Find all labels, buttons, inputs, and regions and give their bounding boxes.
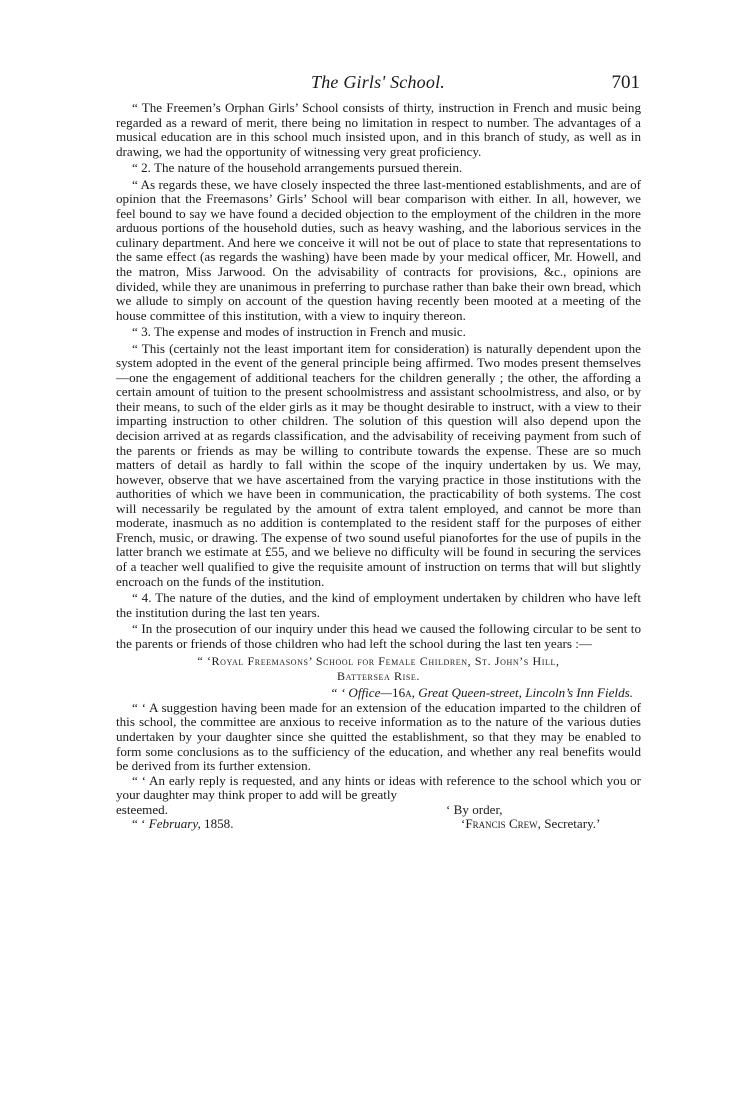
paragraph-freemen-school: “ The Freemen’s Orphan Girls’ School consists of thirty, instruction in French and music being regarded as a reward of merit, there being no limitation in respect to number. The advantages of a musical education are in this school much insisted upon, and in this branch of study, as well as in drawing, we had the opportunity of witnessing very great proficiency. [116,100,641,159]
signatory-title: , Secretary.’ [537,816,601,832]
date-prefix: “ ‘ [132,816,149,832]
office-label: Office [348,685,381,701]
circular-office-line [116,686,633,701]
date-signature-row [116,817,641,832]
section-heading-3: “ 3. The expense and modes of instruction in French and music. [132,324,466,340]
circular-signatory [461,817,600,832]
office-number: 16a [392,685,412,701]
circular-body-2: “ ‘ An early reply is requested, and any hints or ideas with reference to the school which you or your daughter may think proper to add will be greatly [116,772,641,803]
closing-esteemed: esteemed. [116,801,168,817]
office-address: , Great Queen-street, Lincoln’s Inn Fields. [411,685,633,701]
body-text [116,101,641,832]
running-title: The Girls' School. [311,72,445,92]
circular-address-line2: Battersea Rise. [336,668,420,683]
page-header [116,72,640,98]
paragraph-household: “ As regards these, we have closely inspected the three last-mentioned establishments, and are of opinion that the Freemasons’ Girls’ School will bear comparison with either. In all, however, we feel bound to say we have found a decided objection to the employment of the children in the more arduous portions of the household duties, such as heavy washing, and the laborious services in the culinary department. And here we conceive it will not be out of place to state that representations to the same effect (as regards the washing) have been made by your medical officer, Mr. Howell, and the matron, Miss Jarwood. On the advisability of contracts for provisions, &c., opinions are divided, while they are unanimous in preferring to purchase rather than bake their own bread, which we allude to simply on account of the question having recently been mooted at a meeting of the house committee of this institution, with a view to inquiry thereon. [116,176,641,323]
closing-row [116,803,641,818]
page-number: 701 [611,72,640,93]
section-heading-2: “ 2. The nature of the household arrangements pursued therein. [132,160,463,176]
circular-address [116,654,641,683]
circular-body-1: “ ‘ A suggestion having been made for an extension of the education imparted to the children of this school, the committee are anxious to receive information as to the nature of the various duties undertaken by your daughter since she quitted the establishment, so that they may be enabled to form some conclusions as to the sufficiency of the education, and whether any real benefits would be derived from its further extension. [116,699,641,774]
office-dash: — [380,685,393,701]
paragraph-inquiry: “ In the prosecution of our inquiry under this head we caused the following circular to be sent to the parents or friends of those children who had left the school during the last ten years :— [116,621,641,651]
date-month: February, [148,816,201,832]
circular-address-line1: “ ‘Royal Freemasons’ School for Female Children, St. John’s Hill, [197,654,560,669]
section-heading-4: “ 4. The nature of the duties, and the kind of employment undertaken by children who have left the institution during the last ten years. [116,590,641,620]
signatory-prefix: ‘ [461,816,466,832]
date-year: 1858. [200,816,234,832]
closing-by-order: ‘ By order, [446,801,503,817]
office-prefix: “ ‘ [330,685,349,701]
circular-date [132,817,233,832]
signatory-name: Francis Crew [465,816,538,832]
paragraph-instruction: “ This (certainly not the least important item for consideration) is naturally dependent upon the system adopted in the event of the general principle being affirmed. Two modes present themselves—one the engagement of additional teachers for the children generally ; the other, the affording a certain amount of tuition to the present schoolmistress and assistant schoolmistress, and also, or by their means, to such of the elder girls as it may be thought desirable to instruct, with a view to their imparting instruction to other children. The solution of this question will also depend upon the decision arrived at as regards classification, and the advisability of receiving payment from such of the parents or friends as may be willing to contribute towards the expense. These are so much matters of detail as hardly to fall within the scope of the inquiry undertaken by us. We may, however, observe that we have ascertained from the varying practice in those institutions with the authorities of which we have been in communication, the practicability of both systems. The cost will necessarily be regulated by the amount of extra talent employed, and cannot be more than moderate, inasmuch as no addition is contemplated to the resident staff for the purposes of either French, music, or drawing. The expense of two sound useful pianofortes for the use of pupils in the latter branch we estimate at £55, and we believe no difficulty will be found in securing the services of a teacher well qualified to give the requisite amount of instruction on terms that will but slightly encroach on the funds of the institution. [116,340,641,589]
